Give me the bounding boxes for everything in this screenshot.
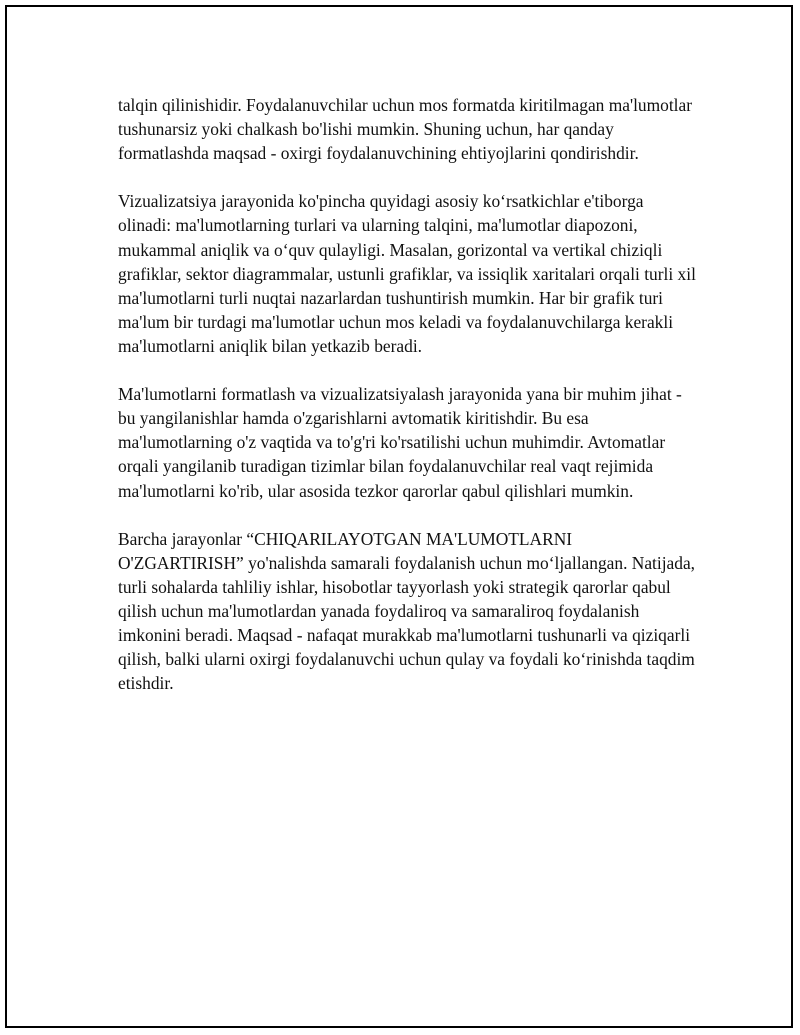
paragraph-continuation: talqin qilinishidir. Foydalanuvchilar uchun mos formatda kiritilmagan ma'lumotlar tushunarsiz yoki chalkash bo'lishi mumkin. Shuning uchun, har qanday formatlashda maqsad - oxirgi foydalanuvchining ehtiyojlarini qondirishdir. bbox=[118, 95, 693, 164]
paragraph-automatic-updates: Ma'lumotlarni formatlash va vizualizatsiyalash jarayonida yana bir muhim jihat - bu yangilanishlar hamda o'zgarishlarni avtomatik kiritishdir. Bu esa ma'lumotlarning o'z vaqtida va to'g'ri ko'rsatilishi uchun muhimdir. Avtomatlar orqali yangilanib turadigan tizimlar bilan foydalanuvchilar real vaqt rejimida ma'lumotlarni ko'rib, ular asosida tezkor qarorlar qabul qilishlari mumkin. bbox=[118, 384, 682, 501]
document-body bbox=[118, 93, 698, 719]
paragraph-conclusion: Barcha jarayonlar “CHIQARILAYOTGAN MA'LUMOTLARNI O'ZGARTIRISH” yo'nalishda samarali foydalanish uchun mo‘ljallangan. Natijada, turli sohalarda tahliliy ishlar, hisobotlar tayyorlash yoki strategik qarorlar qabul qilish uchun ma'lumotlardan yanada foydaliroq va samaraliroq foydalanish imkonini beradi. Maqsad - nafaqat murakkab ma'lumotlarni tushunarli va qiziqarli qilish, balki ularni oxirgi foydalanuvchi uchun qulay va foydali ko‘rinishda taqdim etishdir. bbox=[118, 528, 696, 694]
paragraph-visualization: Vizualizatsiya jarayonida ko'pincha quyidagi asosiy ko‘rsatkichlar e'tiborga olinadi: ma'lumotlarning turlari va ularning talqini, ma'lumotlar diapozoni, mukammal aniqlik va o‘quv qulayligi. Masalan, gorizontal va vertikal chiziqli grafiklar, sektor diagrammalar, ustunli grafiklar, va issiqlik xaritalari orqali turli xil ma'lumotlarni turli nuqtai nazarlardan tushuntirish mumkin. Har bir grafik turi ma'lum bir turdagi ma'lumotlar uchun mos keladi va foydalanuvchilarga kerakli ma'lumotlarni aniqlik bilan yetkazib beradi. bbox=[118, 191, 696, 356]
